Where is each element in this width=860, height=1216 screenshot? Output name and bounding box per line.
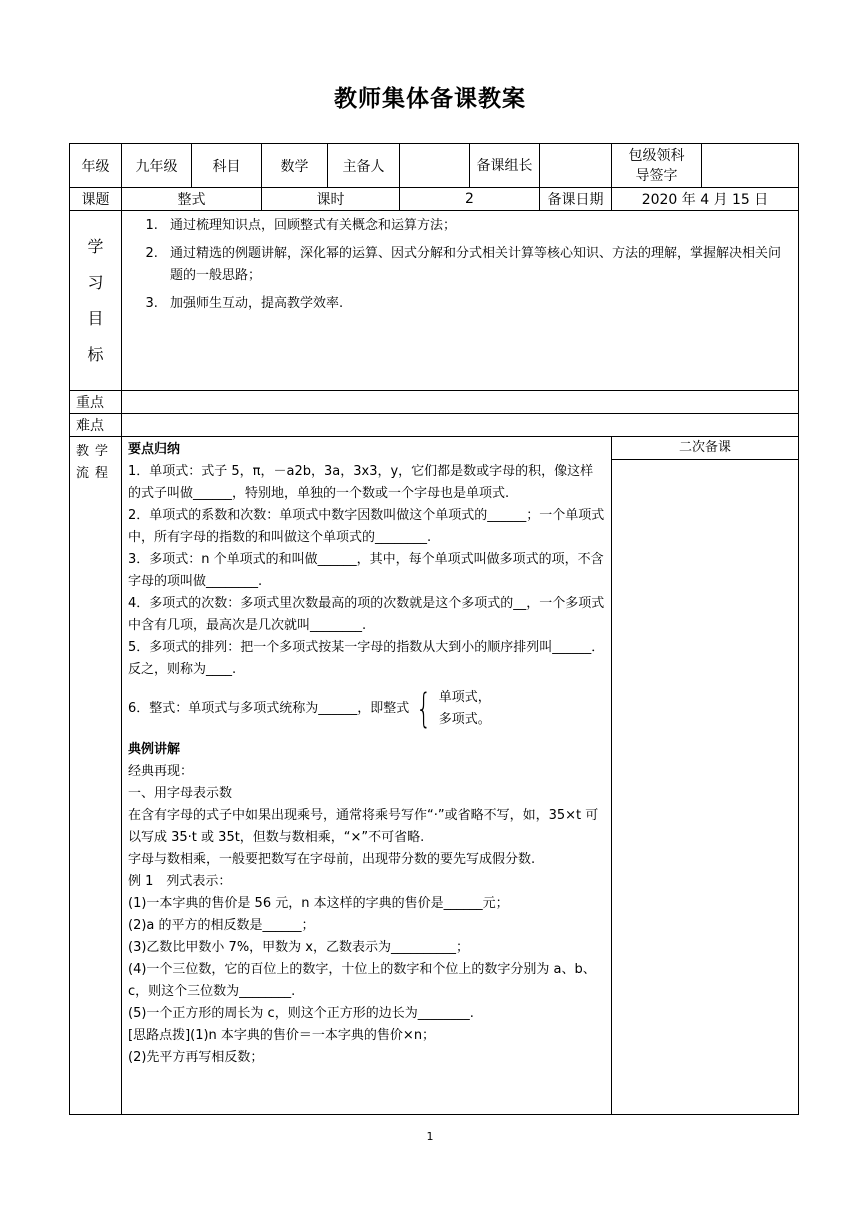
content-line: (5)一个正方形的周长为 c，则这个正方形的边长为________.	[128, 1006, 474, 1021]
page-title: 教师集体备课教案	[334, 86, 526, 112]
content-line: 例 1 列式表示：	[128, 874, 232, 889]
teaching-flow-label: 教学流程	[70, 437, 122, 1115]
content-line: (2)a 的平方的相反数是______；	[128, 918, 315, 933]
subject-value: 数学	[262, 144, 328, 188]
content-line: 在含有字母的式子中如果出现乘号，通常将乘号写作“·”或省略不写，如，35×t 可以写成 35·t 或 35t，但数与数相乘，“×”不可省略.	[128, 808, 599, 845]
brace-glyph: {	[416, 686, 432, 732]
goals-label	[70, 211, 122, 391]
teaching-flow-content	[122, 437, 612, 1115]
branch-polynomial: 多项式。	[438, 712, 491, 727]
lead-teacher-value	[400, 144, 470, 188]
goals-content	[122, 211, 799, 391]
difficulty-row	[70, 414, 799, 437]
point-6-prefix: 6．整式：单项式与多项式统称为______，即整式	[128, 701, 410, 716]
goals-label-char: 目	[87, 308, 104, 328]
page-number: 1	[426, 1130, 434, 1143]
leader-sign-label: 包级领科导签字	[612, 144, 702, 188]
grade-label: 年级	[70, 144, 122, 188]
second-prep-label: 二次备课	[612, 437, 798, 460]
branch-monomial: 单项式，	[438, 690, 491, 705]
goals-row	[70, 211, 799, 391]
difficulty-label: 难点	[70, 414, 122, 437]
point-item: 5．多项式的排列：把一个多项式按某一字母的指数从大到小的顺序排列叫______．反之，则称为____.	[128, 640, 605, 677]
summary-heading: 要点归纳	[128, 442, 181, 457]
header-row	[70, 144, 799, 188]
leader-sign-value	[702, 144, 799, 188]
content-line: (3)乙数比甲数小 7%，甲数为 x，乙数表示为__________；	[128, 940, 469, 955]
flow-row	[70, 437, 799, 1115]
goal-item: 2. 通过精选的例题讲解，深化幂的运算、因式分解和分式相关计算等核心知识、方法的理解，掌握解决相关问题的一般思路；	[162, 243, 790, 287]
prep-date-label: 备课日期	[540, 188, 612, 211]
grade-value: 九年级	[122, 144, 192, 188]
point-item: 4．多项式的次数：多项式里次数最高的项的次数就是这个多项式的__，一个多项式中含有几项，最高次是几次就叫________.	[128, 596, 605, 633]
period-value: 2	[400, 188, 540, 211]
content-line: [思路点拨](1)n 本字典的售价＝一本字典的售价×n；	[128, 1028, 436, 1043]
key-point-label: 重点	[70, 391, 122, 414]
subject-label: 科目	[192, 144, 262, 188]
key-point-value	[122, 391, 799, 414]
content-line: 经典再现：	[128, 764, 194, 779]
group-leader-label: 备课组长	[470, 144, 540, 188]
goals-label-char: 习	[87, 272, 104, 292]
goals-label-char: 标	[87, 344, 104, 364]
goals-label-char: 学	[87, 236, 104, 256]
difficulty-value	[122, 414, 799, 437]
key-point-row	[70, 391, 799, 414]
prep-date-value: 2020 年 4 月 15 日	[612, 188, 799, 211]
topic-value: 整式	[122, 188, 262, 211]
point-item: 3．多项式：n 个单项式的和叫做______，其中，每个单项式叫做多项式的项，不含字母的项叫做________.	[128, 552, 604, 589]
goal-item: 1. 通过梳理知识点，回顾整式有关概念和运算方法；	[162, 215, 790, 237]
content-line: (2)先平方再写相反数；	[128, 1050, 264, 1065]
point-item: 1．单项式：式子 5，π，－a2b，3a，3x3，y，它们都是数或字母的积，像这样的式子叫做______，特别地，单独的一个数或一个字母也是单项式.	[128, 464, 594, 501]
content-line: 一、用字母表示数	[128, 786, 233, 801]
lead-teacher-label: 主备人	[328, 144, 400, 188]
point-item: 2．单项式的系数和次数：单项式中数字因数叫做这个单项式的______；一个单项式中，所有字母的指数的和叫做这个单项式的________.	[128, 508, 605, 545]
goals-list	[142, 215, 790, 315]
topic-label: 课题	[70, 188, 122, 211]
second-prep-column	[612, 437, 799, 1115]
point-6	[128, 687, 605, 731]
content-line: (4)一个三位数，它的百位上的数字，十位上的数字和个位上的数字分别为 a、b、c，则这个三位数为________.	[128, 962, 596, 999]
content-line: 字母与数相乘，一般要把数写在字母前，出现带分数的要先写成假分数.	[128, 852, 536, 867]
point-6-branches	[439, 687, 491, 731]
lesson-plan-table	[69, 143, 799, 1115]
topic-row	[70, 188, 799, 211]
content-line: (1)一本字典的售价是 56 元，n 本这样的字典的售价是______元；	[128, 896, 509, 911]
example-heading: 典例讲解	[128, 742, 181, 757]
period-label: 课时	[262, 188, 400, 211]
group-leader-value	[540, 144, 612, 188]
goal-item: 3. 加强师生互动，提高教学效率.	[162, 293, 790, 315]
